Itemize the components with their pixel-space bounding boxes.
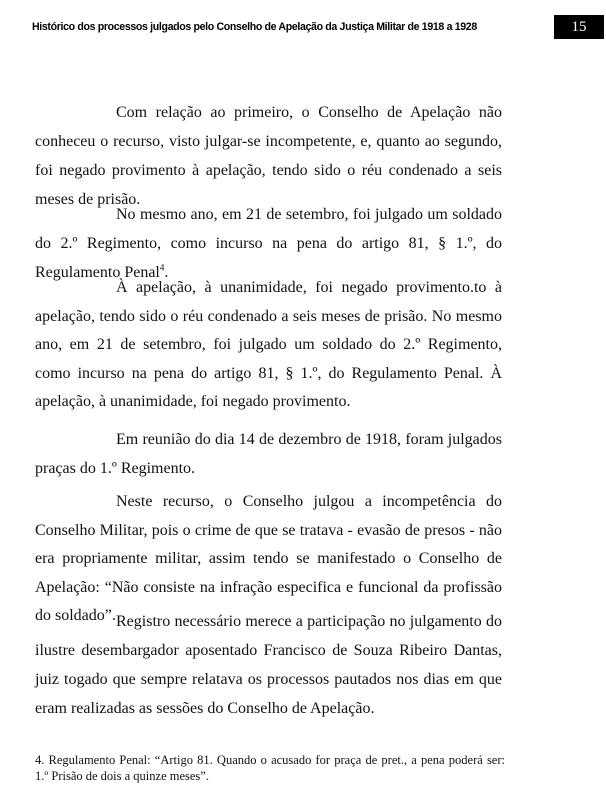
- paragraph-4: Em reunião do dia 14 de dezembro de 1918, foram julgados praças do 1.º Regimento.: [35, 431, 502, 477]
- paragraph-1: Com relação ao primeiro, o Conselho de Apelação não conheceu o recurso, visto julgar-se incompetente, e, quanto ao segundo, foi negado provimento à apelação, tendo sido o réu condenado a seis meses de prisão.: [35, 104, 502, 208]
- paragraph-4-block: [35, 425, 502, 483]
- paragraph-5: Neste recurso, o Conselho julgou a incompetência do Conselho Militar, pois o crime de que se tratava - evasão de presos - não era propriamente militar, assim tendo se manifestado o Conselho de Apelação: “Não consiste na infração especifica e funcional da profissão do soldado”.: [35, 493, 502, 624]
- paragraph-6: Registro necessário merece a participação no julgamento do ilustre desembargador aposentado Francisco de Souza Ribeiro Dantas, juiz togado que sempre relatava os processos pautados nos dias em que eram realizadas as sessões do Conselho de Apelação.: [35, 613, 502, 717]
- paragraph-3-block: [35, 274, 502, 417]
- footnote-ref: 4: [159, 262, 165, 273]
- paragraph-2-text: No mesmo ano, em 21 de setembro, foi julgado um soldado do 2.º Regimento, como incurso na pena do artigo 81, § 1.º, do Regulamento Penal: [35, 206, 502, 281]
- paragraph-3: À apelação, à unanimidade, foi negado provimento.to à apelação, tendo sido o réu condenado a seis meses de prisão. No mesmo ano, em 21 de setembro, foi julgado um soldado do 2.º Regimento, como incurso na pena do artigo 81, § 1.º, do Regulamento Penal. À apelação, à unanimidade, foi negado provimento.: [35, 279, 502, 410]
- paragraph-6-block: [35, 607, 502, 723]
- running-header: Histórico dos processos julgados pelo Conselho de Apelação da Justiça Militar de 1918 a 1928: [32, 21, 477, 33]
- page-number: 15: [554, 15, 604, 39]
- paragraph-1-block: [35, 98, 502, 214]
- paragraph-2-period: .: [164, 264, 169, 281]
- footnote: 4. Regulamento Penal: “Artigo 81. Quando o acusado for praça de pret., a pena poderá ser: 1.º Prisão de dois a quinze meses”.: [35, 753, 505, 783]
